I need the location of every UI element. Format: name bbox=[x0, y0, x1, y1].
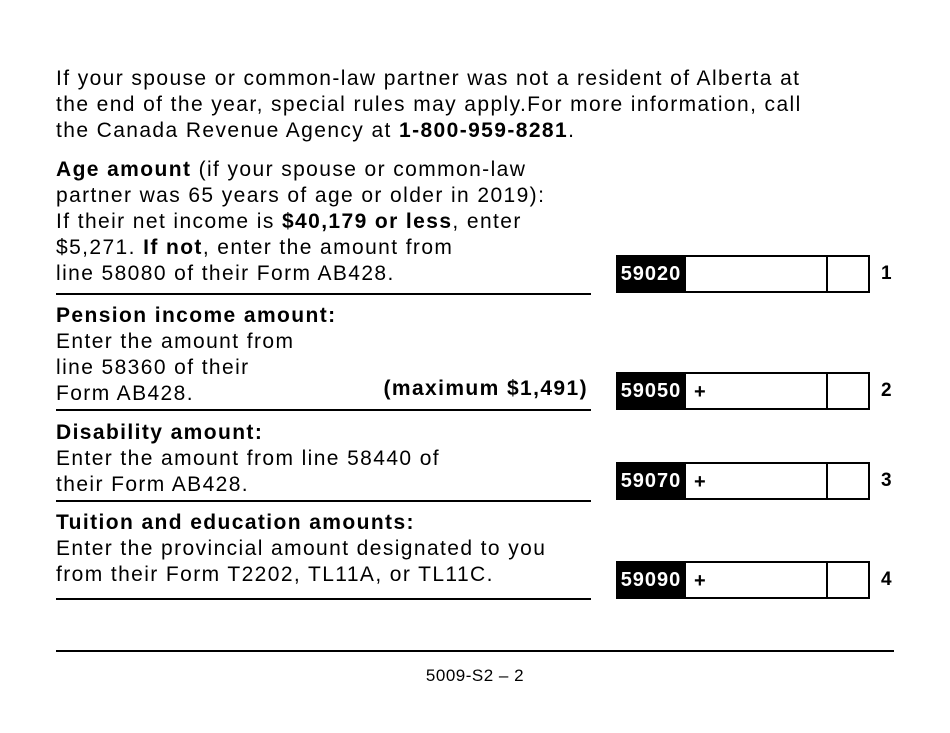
section-title: Tuition and education amounts: bbox=[56, 511, 415, 534]
amount-entry-box[interactable] bbox=[686, 462, 870, 500]
intro-line: the end of the year, special rules may apply.For more information, call bbox=[56, 93, 802, 116]
cra-phone-number: 1-800-959-8281 bbox=[399, 119, 569, 142]
section-text: If their net income is bbox=[56, 210, 282, 233]
field-row-line-2 bbox=[616, 372, 926, 410]
section-line bbox=[56, 235, 591, 261]
amount-entry-box[interactable] bbox=[686, 255, 870, 293]
line-number: 1 bbox=[881, 263, 892, 284]
field-row-line-1 bbox=[616, 255, 926, 293]
dollars-field[interactable] bbox=[686, 464, 828, 498]
section-text: , enter bbox=[452, 210, 522, 233]
plus-sign: + bbox=[694, 381, 706, 403]
section-bold-text: If not bbox=[143, 236, 203, 259]
plus-sign: + bbox=[694, 471, 706, 493]
section-line: line 58080 of their Form AB428. bbox=[56, 262, 395, 285]
section-title: Age amount bbox=[56, 158, 192, 181]
line-number: 4 bbox=[881, 569, 892, 590]
section-line: Enter the amount from bbox=[56, 330, 295, 353]
section-text: $5,271. bbox=[56, 236, 144, 259]
amount-entry-box[interactable] bbox=[686, 372, 870, 410]
line-number: 3 bbox=[881, 470, 892, 491]
intro-line bbox=[56, 118, 896, 144]
field-row-line-3 bbox=[616, 462, 926, 500]
section-line bbox=[56, 510, 591, 536]
plus-sign: + bbox=[694, 570, 706, 592]
section-line: partner was 65 years of age or older in 2019): bbox=[56, 184, 546, 207]
age-amount-section bbox=[56, 157, 591, 295]
section-line bbox=[56, 420, 591, 446]
dollars-field[interactable] bbox=[686, 374, 828, 408]
section-title: Pension income amount: bbox=[56, 304, 337, 327]
line-number: 2 bbox=[881, 380, 892, 401]
line-code: 59070 bbox=[616, 462, 686, 500]
form-identifier: 5009-S2 – 2 bbox=[425, 666, 525, 685]
section-text: (if your spouse or common-law bbox=[191, 158, 527, 181]
section-line: Enter the provincial amount designated to you bbox=[56, 537, 547, 560]
tuition-section bbox=[56, 510, 591, 600]
section-line: Form AB428. bbox=[56, 382, 194, 405]
line-code: 59020 bbox=[616, 255, 686, 293]
maximum-note: (maximum $1,491) bbox=[383, 377, 588, 400]
section-line bbox=[56, 209, 591, 235]
field-row-line-4 bbox=[616, 561, 926, 599]
line-code: 59090 bbox=[616, 561, 686, 599]
section-line: from their Form T2202, TL11A, or TL11C. bbox=[56, 563, 494, 586]
footer-divider bbox=[56, 650, 894, 652]
dollars-field[interactable] bbox=[686, 563, 828, 597]
section-line: their Form AB428. bbox=[56, 473, 250, 496]
section-line bbox=[56, 157, 591, 183]
dollars-field[interactable] bbox=[686, 257, 828, 291]
income-threshold: $40,179 or less bbox=[281, 210, 453, 233]
intro-paragraph bbox=[56, 66, 896, 144]
section-line: line 58360 of their bbox=[56, 356, 250, 379]
section-title: Disability amount: bbox=[56, 421, 264, 444]
pension-income-section bbox=[56, 303, 591, 411]
section-line: Enter the amount from line 58440 of bbox=[56, 447, 441, 470]
section-line bbox=[56, 303, 591, 329]
section-text: , enter the amount from bbox=[202, 236, 454, 259]
intro-text: the Canada Revenue Agency at bbox=[56, 119, 399, 142]
intro-line: If your spouse or common-law partner was not a resident of Alberta at bbox=[56, 67, 801, 90]
disability-amount-section bbox=[56, 420, 591, 502]
intro-text: . bbox=[568, 119, 576, 142]
line-code: 59050 bbox=[616, 372, 686, 410]
amount-entry-box[interactable] bbox=[686, 561, 870, 599]
